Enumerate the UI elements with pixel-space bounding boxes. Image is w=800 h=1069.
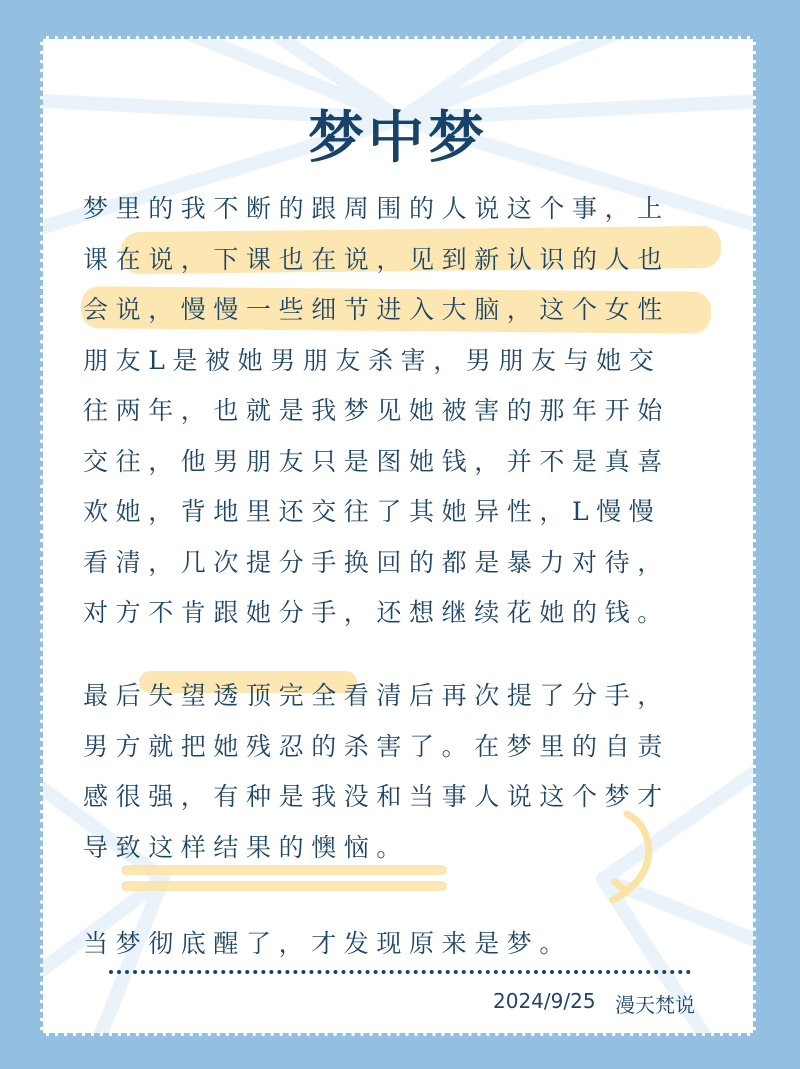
footer-date: 2024/9/25 [493, 989, 596, 1013]
paragraph-line: 最后失望透顶完全看清后再次提了分手， [83, 681, 670, 710]
paragraph-line: 梦里的我不断的跟周围的人说这个事，上 [83, 194, 670, 223]
paragraph-line: 感很强，有种是我没和当事人说这个梦才 [83, 782, 670, 811]
paragraph-line: 欢她，背地里还交往了其她异性，L慢慢 [83, 497, 662, 526]
dotted-divider [109, 970, 691, 974]
paragraph-1 [83, 184, 723, 639]
paragraph-line: 当梦彻底醒了，才发现原来是梦。 [83, 929, 573, 958]
paragraph-line: 对方不肯跟她分手，还想继续花她的钱。 [83, 598, 670, 627]
paragraph-line: 朋友L是被她男朋友杀害，男朋友与她交 [83, 345, 662, 375]
paragraph-line: 交往，他男朋友只是图她钱，并不是真喜 [83, 446, 670, 476]
highlight-band-5 [121, 881, 447, 891]
paragraph-line: 男方就把她残忍的杀害了。在梦里的自责 [83, 731, 670, 761]
paragraph-line: 导致这样结果的懊恼。 [83, 832, 410, 862]
paragraph-line: 课在说，下课也在说，见到新认识的人也 [83, 244, 670, 274]
paragraph-2 [83, 671, 723, 873]
paragraph-line: 往两年，也就是我梦见她被害的那年开始 [83, 396, 670, 425]
page-title: 梦中梦 [308, 106, 488, 171]
paragraph-line: 看清，几次提分手换回的都是暴力对待， [83, 547, 670, 577]
paragraph-3 [83, 919, 723, 970]
paragraph-line: 会说，慢慢一些细节进入大脑，这个女性 [83, 295, 670, 324]
footer-author: 漫天梵说 [615, 993, 695, 1017]
document-card [40, 36, 756, 1036]
